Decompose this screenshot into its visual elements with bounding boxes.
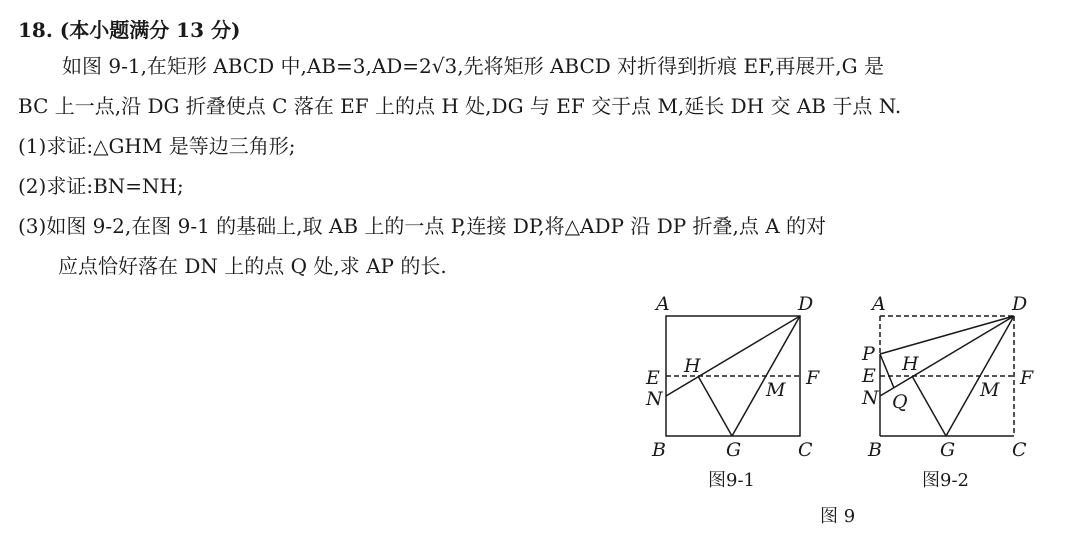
fig2-label-h: H	[902, 353, 919, 375]
question-2: (2)求证:BN=NH;	[18, 174, 184, 198]
fig2-caption: 图9-2	[922, 470, 969, 491]
figure-caption: 图 9	[820, 506, 856, 527]
figure-svg	[630, 290, 1050, 550]
fig2-label-m: M	[980, 379, 1000, 401]
fig2-label-e: E	[862, 365, 876, 387]
fig1-label-e: E	[646, 367, 660, 389]
fig1-label-c: C	[798, 439, 813, 461]
line-dp	[880, 316, 1014, 354]
line-hg	[698, 376, 732, 436]
problem-18	[18, 14, 1058, 286]
line-pq	[880, 354, 894, 388]
fig1-label-g: G	[726, 439, 742, 461]
fig1-label-f: F	[806, 367, 820, 389]
fig1-label-b: B	[652, 439, 666, 461]
line-hg-2	[912, 376, 946, 436]
fig1-label-d: D	[798, 293, 814, 315]
figure-9	[630, 290, 1050, 550]
question-3-line-1: (3)如图 9-2,在图 9-1 的基础上,取 AB 上的一点 P,连接 DP,将△ADP 沿 DP 折叠,点 A 的对	[18, 214, 827, 238]
fig1-caption: 图9-1	[708, 470, 755, 491]
fig1-label-m: M	[766, 379, 786, 401]
question-1: (1)求证:△GHM 是等边三角形;	[18, 134, 296, 158]
problem-line-2: BC 上一点,沿 DG 折叠使点 C 落在 EF 上的点 H 处,DG 与 EF 交于点 M,延长 DH 交 AB 于点 N.	[18, 94, 902, 118]
figure-9-2	[880, 316, 1014, 436]
fig1-label-h: H	[684, 355, 701, 377]
problem-line-1: 如图 9-1,在矩形 ABCD 中,AB=3,AD=2√3,先将矩形 ABCD 对折得到折痕 EF,再展开,G 是	[62, 54, 884, 78]
fig2-label-q: Q	[892, 391, 908, 413]
fig2-label-c: C	[1012, 439, 1027, 461]
fig2-label-b: B	[868, 439, 882, 461]
fig2-label-p: P	[862, 343, 875, 365]
fig2-label-d: D	[1012, 293, 1028, 315]
fig2-label-a: A	[872, 293, 886, 315]
fig1-label-a: A	[656, 293, 670, 315]
question-3-line-2: 应点恰好落在 DN 上的点 Q 处,求 AP 的长.	[58, 254, 447, 278]
fig1-label-n: N	[646, 388, 663, 410]
fig2-label-g: G	[940, 439, 956, 461]
fig2-label-f: F	[1020, 367, 1034, 389]
fig2-label-n: N	[862, 387, 879, 409]
problem-header: 18. (本小题满分 13 分)	[18, 18, 241, 42]
